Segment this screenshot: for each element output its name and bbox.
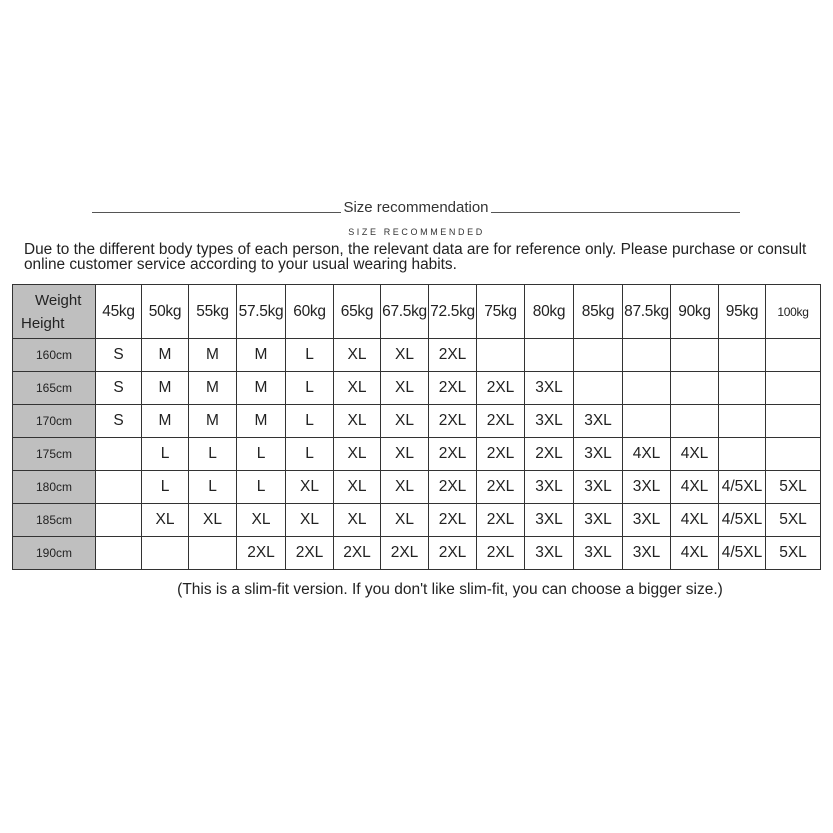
table-row	[13, 405, 821, 438]
weight-header-cell: 90kg	[671, 285, 719, 339]
size-cell: S	[96, 372, 142, 405]
size-cell: 2XL	[429, 438, 477, 471]
size-cell: L	[286, 372, 334, 405]
size-cell: 3XL	[525, 504, 574, 537]
size-cell	[719, 339, 766, 372]
height-label-cell: 190cm	[13, 537, 96, 570]
weight-header-cell: 57.5kg	[237, 285, 286, 339]
size-cell	[719, 405, 766, 438]
size-cell: XL	[334, 405, 381, 438]
table-row	[13, 471, 821, 504]
size-cell: 2XL	[429, 504, 477, 537]
size-cell	[96, 537, 142, 570]
size-cell: 4XL	[671, 537, 719, 570]
size-cell: M	[189, 339, 237, 372]
size-cell: XL	[381, 471, 429, 504]
table-row	[13, 438, 821, 471]
size-cell: 2XL	[429, 405, 477, 438]
size-cell	[623, 372, 671, 405]
size-cell: XL	[334, 339, 381, 372]
size-cell: 2XL	[381, 537, 429, 570]
height-label-cell: 180cm	[13, 471, 96, 504]
size-cell	[766, 372, 821, 405]
size-cell: 2XL	[237, 537, 286, 570]
size-cell: XL	[142, 504, 189, 537]
weight-header-cell: 45kg	[96, 285, 142, 339]
size-cell: 4XL	[623, 438, 671, 471]
size-cell: XL	[334, 471, 381, 504]
size-cell: XL	[381, 504, 429, 537]
weight-header-cell: 75kg	[477, 285, 525, 339]
size-cell: L	[237, 471, 286, 504]
weight-header-cell: 95kg	[719, 285, 766, 339]
size-cell: M	[142, 405, 189, 438]
size-cell: 2XL	[477, 438, 525, 471]
table-row	[13, 339, 821, 372]
size-cell: XL	[334, 372, 381, 405]
size-cell: XL	[286, 471, 334, 504]
page-title: Size recommendation	[343, 199, 489, 216]
size-cell	[671, 405, 719, 438]
size-cell: 3XL	[574, 438, 623, 471]
size-cell: L	[142, 438, 189, 471]
size-cell: 3XL	[525, 405, 574, 438]
size-cell: 4/5XL	[719, 504, 766, 537]
size-cell: 3XL	[574, 504, 623, 537]
size-cell: 4XL	[671, 438, 719, 471]
size-cell: M	[142, 372, 189, 405]
table-row	[13, 537, 821, 570]
size-cell: XL	[381, 372, 429, 405]
size-cell: 3XL	[525, 471, 574, 504]
slim-fit-note: (This is a slim-fit version. If you don't like slim-fit, you can choose a bigger size.)	[177, 581, 723, 598]
size-cell: 2XL	[477, 537, 525, 570]
page-subtitle: SIZE RECOMMENDED	[348, 227, 485, 237]
size-cell: 3XL	[574, 405, 623, 438]
size-cell	[766, 438, 821, 471]
height-axis-label: Height	[21, 314, 65, 332]
height-label-cell: 175cm	[13, 438, 96, 471]
size-cell	[766, 405, 821, 438]
weight-header-row	[13, 285, 821, 339]
size-cell: 3XL	[525, 372, 574, 405]
size-cell: M	[237, 339, 286, 372]
weight-header-cell: 72.5kg	[429, 285, 477, 339]
size-cell: 2XL	[477, 405, 525, 438]
size-cell	[671, 372, 719, 405]
size-cell: 2XL	[429, 339, 477, 372]
size-cell: 3XL	[623, 471, 671, 504]
size-cell	[96, 438, 142, 471]
size-cell: XL	[381, 438, 429, 471]
size-cell: L	[189, 438, 237, 471]
size-cell: XL	[286, 504, 334, 537]
weight-header-cell: 65kg	[334, 285, 381, 339]
size-cell	[574, 372, 623, 405]
weight-header-cell: 80kg	[525, 285, 574, 339]
size-cell: XL	[189, 504, 237, 537]
size-cell	[623, 405, 671, 438]
size-cell: 2XL	[334, 537, 381, 570]
weight-header-cell: 55kg	[189, 285, 237, 339]
height-label-cell: 170cm	[13, 405, 96, 438]
size-cell: M	[237, 372, 286, 405]
size-cell: 4XL	[671, 471, 719, 504]
size-cell: XL	[237, 504, 286, 537]
size-cell: L	[142, 471, 189, 504]
size-cell: 2XL	[429, 372, 477, 405]
size-cell: L	[189, 471, 237, 504]
size-cell: 2XL	[477, 372, 525, 405]
size-cell: 3XL	[525, 537, 574, 570]
table-row	[13, 504, 821, 537]
size-cell: XL	[381, 339, 429, 372]
size-cell: 3XL	[574, 471, 623, 504]
weight-header-cell: 60kg	[286, 285, 334, 339]
title-block	[92, 199, 740, 221]
size-cell: 4XL	[671, 504, 719, 537]
size-cell: 3XL	[574, 537, 623, 570]
size-cell	[623, 339, 671, 372]
size-cell	[189, 537, 237, 570]
height-label-cell: 160cm	[13, 339, 96, 372]
height-label-cell: 165cm	[13, 372, 96, 405]
size-cell: L	[286, 339, 334, 372]
size-cell	[477, 339, 525, 372]
size-cell: 2XL	[525, 438, 574, 471]
size-cell: XL	[334, 438, 381, 471]
weight-header-cell: 87.5kg	[623, 285, 671, 339]
size-cell: L	[286, 438, 334, 471]
size-cell	[719, 438, 766, 471]
size-cell	[574, 339, 623, 372]
size-cell	[671, 339, 719, 372]
size-cell	[96, 471, 142, 504]
weight-axis-label: Weight	[35, 291, 82, 309]
size-cell: 3XL	[623, 537, 671, 570]
size-cell: 2XL	[286, 537, 334, 570]
weight-header-cell: 67.5kg	[381, 285, 429, 339]
size-cell: 3XL	[623, 504, 671, 537]
height-label-cell: 185cm	[13, 504, 96, 537]
size-cell: M	[142, 339, 189, 372]
size-cell: 2XL	[477, 504, 525, 537]
size-cell: S	[96, 405, 142, 438]
size-cell: 5XL	[766, 504, 821, 537]
size-cell	[719, 372, 766, 405]
reference-notice: Due to the different body types of each person, the relevant data are for reference only. Please purchase or consult online customer service according to your usual wearing habits.	[24, 241, 807, 273]
size-cell	[525, 339, 574, 372]
size-cell: L	[286, 405, 334, 438]
size-cell: XL	[334, 504, 381, 537]
weight-header-cell: 50kg	[142, 285, 189, 339]
size-cell	[142, 537, 189, 570]
size-cell: M	[189, 372, 237, 405]
size-cell: M	[189, 405, 237, 438]
size-cell: L	[237, 438, 286, 471]
size-cell: 4/5XL	[719, 471, 766, 504]
size-cell: XL	[381, 405, 429, 438]
size-cell: 2XL	[429, 471, 477, 504]
size-cell: S	[96, 339, 142, 372]
size-cell	[766, 339, 821, 372]
table-corner	[13, 285, 96, 339]
size-cell: 5XL	[766, 471, 821, 504]
size-cell: 4/5XL	[719, 537, 766, 570]
size-chart-table	[12, 284, 821, 570]
size-cell	[96, 504, 142, 537]
weight-header-cell: 100kg	[766, 285, 821, 339]
size-cell: 2XL	[429, 537, 477, 570]
table-row	[13, 372, 821, 405]
size-cell: 2XL	[477, 471, 525, 504]
size-cell: 5XL	[766, 537, 821, 570]
size-cell: M	[237, 405, 286, 438]
weight-header-cell: 85kg	[574, 285, 623, 339]
